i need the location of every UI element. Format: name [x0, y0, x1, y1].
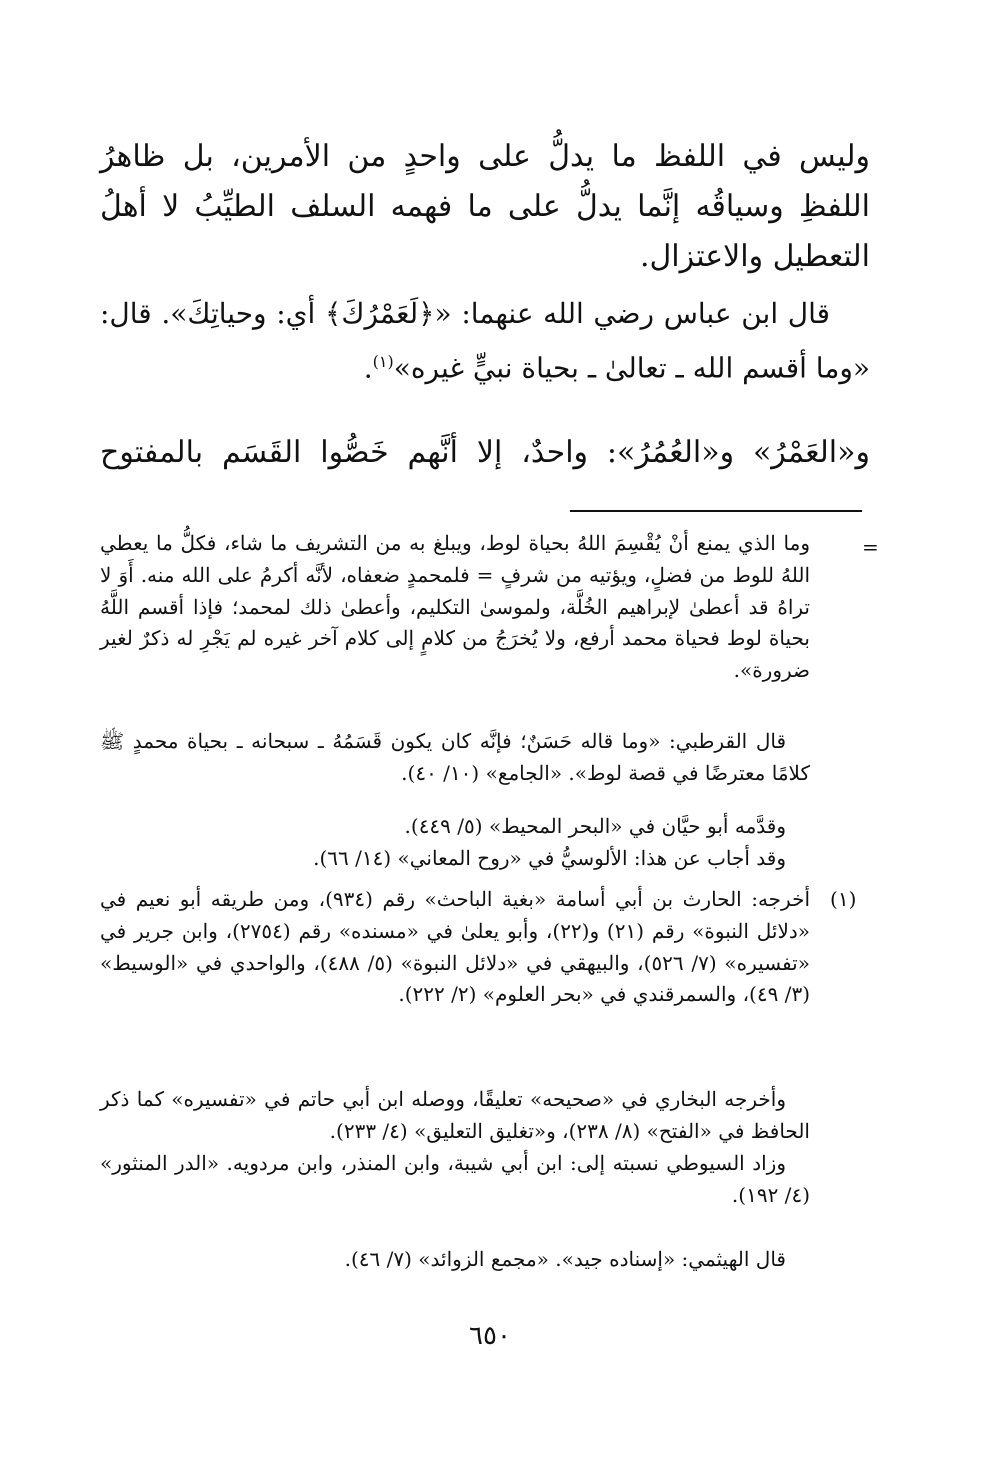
main-paragraph-2-end: . — [363, 351, 373, 385]
footnote-continuation: وما الذي يمنع أنْ يُقْسِمَ اللهُ بحياة لوط، ويبلغ به من التشريف ما شاء، فكلُّ ما يعطي اللهُ للوط من فضلٍ، ويؤتيه من شرفٍ = فلمحمدٍ ضعفاه، لأنَّه أكرمُ على الله منه. أَوَ لا تراهُ قد أعطىٰ لإبراهيم الخُلَّة، ولموسىٰ التكليم، وأعطىٰ ذلك لمحمد؛ فإذا أقسم اللَّهُ بحياة لوط فحياة محمد أرفع، ولا يُخرَجُ من كلامٍ إلى كلام آخر غيره لم يَجْرِ له ذكرٌ لغير ضرورة». — [100, 531, 811, 683]
footnote-qurtubi: قال القرطبي: «وما قاله حَسَنٌ؛ فإنَّه كان يكون قَسَمُهُ ـ سبحانه ـ بحياة محمدٍ ﷺ كلامًا معترضًا في قصة لوط». «الجامع» (١٠/ ٤٠). — [100, 729, 810, 785]
footnote-1-suyuti: وزاد السيوطي نسبته إلى: ابن أبي شيبة، وابن المنذر، وابن مردويه. «الدر المنثور» (٤/ ١٩٢). — [100, 1151, 810, 1207]
footnote-1-bukhari: وأخرجه البخاري في «صحيحه» تعليقًا، ووصله ابن أبي حاتم في «تفسيره» كما ذكر الحافظ في «الفتح» (٨/ ٢٣٨)، و«تغليق التعليق» (٤/ ٢٣٣). — [100, 1087, 810, 1143]
footnote-alusi: وقد أجاب عن هذا: الألوسيُّ في «روح المعاني» (١٤/ ٦٦). — [313, 846, 786, 870]
main-paragraph-2 — [100, 290, 870, 392]
footnote-1-haythami: قال الهيثمي: «إسناده جيد». «مجمع الزوائد» (٧/ ٤٦). — [344, 1247, 786, 1271]
footnote-1-marker: (١) — [830, 887, 857, 911]
footnote-abu-hayyan: وقدَّمه أبو حيَّان في «البحر المحيط» (٥/ ٤٤٩). — [404, 814, 786, 838]
footnote-separator — [570, 510, 862, 512]
footnote-reference-1[interactable]: (١) — [372, 352, 394, 371]
footnote-1: أخرجه: الحارث بن أبي أسامة «بغية الباحث» رقم (٩٣٤)، ومن طريقه أبو نعيم في «دلائل النبوة» رقم (٢١) و(٢٢)، وأبو يعلىٰ في «مسنده» رقم (٢٧٥٤)، وابن جرير في «تفسيره» (٧/ ٥٢٦)، والبيهقي في «دلائل النبوة» (٥/ ٤٨٨)، والواحدي في «الوسيط» (٣/ ٤٩)، والسمرقندي في «بحر العلوم» (٢/ ٢٢٢). — [100, 887, 811, 1007]
footnote-continuation-marker: = — [862, 535, 879, 559]
main-paragraph-2-text: قال ابن عباس رضي الله عنهما: «﴿لَعَمْرُكَ﴾ أي: وحياتِكَ». قال: «وما أقسم الله ـ تعالىٰ ـ بحياة نبيٍّ غيره» — [100, 297, 870, 385]
main-paragraph-1: وليس في اللفظ ما يدلُّ على واحدٍ من الأمرين، بل ظاهرُ اللفظِ وسياقُه إنَّما يدلُّ على ما فهمه السلف الطيِّبُ لا أهلُ التعطيل والاعتزال. — [100, 139, 870, 274]
main-paragraph-3: و«العَمْرُ» و«العُمُرُ»: واحدٌ، إلا أنَّهم خَصُّوا القَسَم بالمفتوح — [100, 435, 870, 470]
page-number: ٦٥٠ — [469, 1321, 511, 1351]
